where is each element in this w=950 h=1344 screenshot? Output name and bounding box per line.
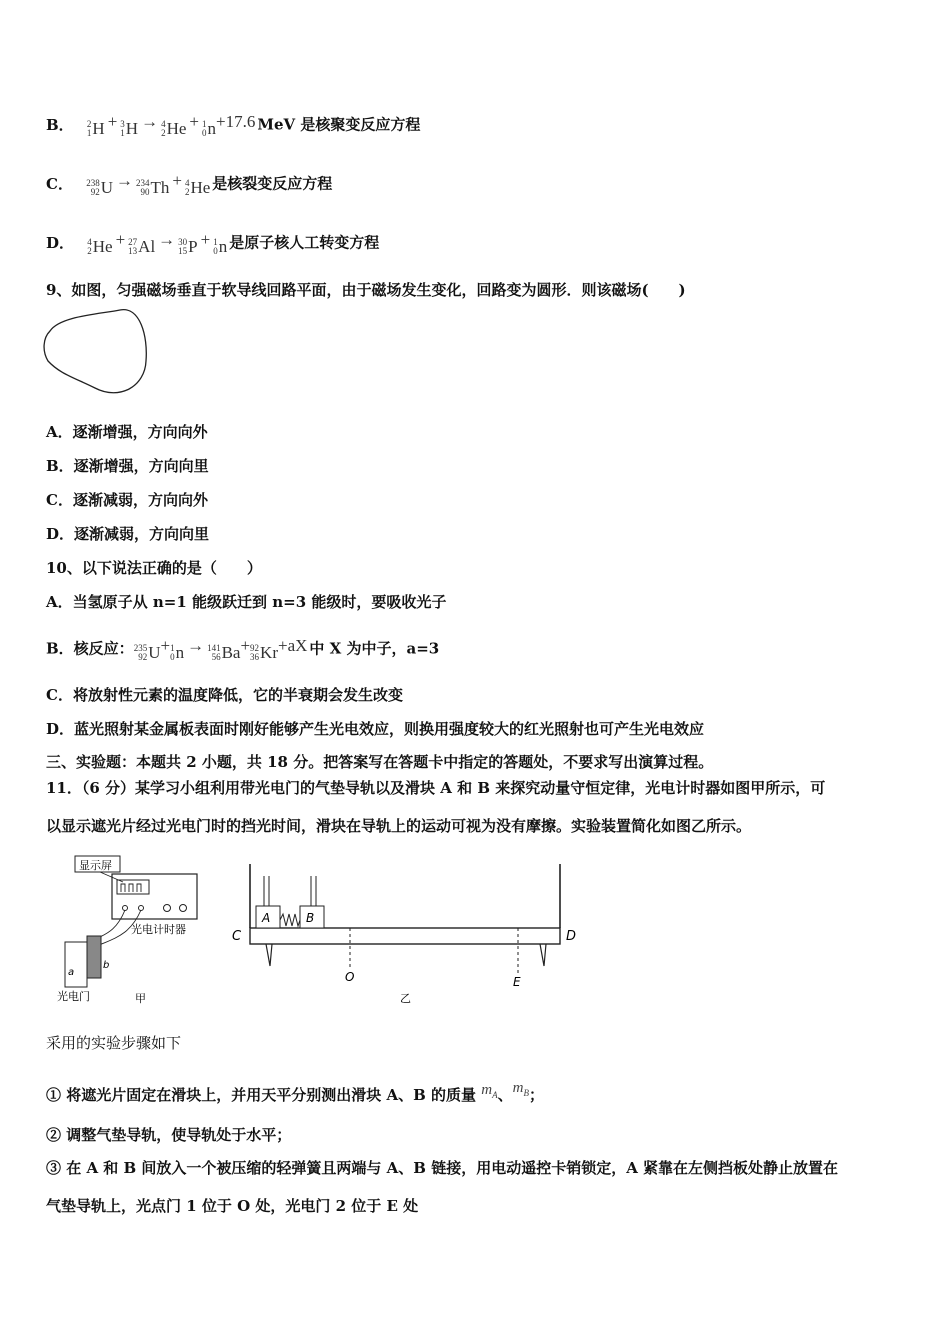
label-o: O	[345, 970, 355, 984]
transmutation-equation: 4 2 He + 27 13 Al → 30 15 P + 1 0 n	[87, 230, 228, 256]
caption-yi: 乙	[400, 992, 411, 1005]
gate-label: 光电门	[57, 990, 90, 1003]
fission-equation: 238 92 U → 234 90 Th + 4 2 He	[86, 171, 211, 197]
figure-jia	[55, 850, 205, 1010]
label-e: E	[513, 975, 521, 989]
option-8b	[46, 112, 420, 139]
option-text: 是核裂变反应方程	[212, 174, 333, 193]
option-8d	[46, 230, 379, 257]
steps-title: 采用的实验步骤如下	[46, 1034, 182, 1052]
option-label: B．	[46, 115, 74, 134]
mass-a: $m_A$	[481, 1082, 498, 1100]
point-a: a	[68, 967, 75, 978]
mass-b: $m_B$	[512, 1080, 529, 1098]
question-11-line1: 11．（6 分）某学习小组利用带光电门的气垫导轨以及滑块 A 和 B 来探究动量守恒定律，光电计时器如图甲所示，可	[46, 779, 826, 797]
gate-emitter	[87, 936, 101, 978]
question-9-stem: 9、如图，匀强磁场垂直于软导线回路平面，由于磁场发生变化，回路变为圆形．则该磁场( )	[46, 281, 686, 299]
option-text: 是原子核人工转变方程	[229, 233, 380, 252]
option-9a: A．逐渐增强，方向向外	[46, 423, 208, 441]
timer-label: 光电计时器	[131, 923, 186, 936]
option-suffix: 中 X 为中子，a=3	[309, 639, 440, 658]
reaction-equation: 235 92 U + 1 0 n → 141 56 Ba + 92 36 Kr +aX	[133, 636, 308, 662]
option-10b	[46, 636, 439, 663]
track-legs	[266, 944, 546, 966]
option-10a: A．当氢原子从 n=1 能级跃迁到 n=3 能级时，要吸收光子	[46, 593, 447, 611]
air-track	[250, 928, 560, 944]
label-c: C	[232, 929, 242, 944]
label-b: B	[306, 911, 315, 925]
option-text: MeV 是核聚变反应方程	[257, 115, 421, 134]
spring	[280, 914, 300, 926]
step-3-line1: ③ 在 A 和 B 间放入一个被压缩的轻弹簧且两端与 A、B 链接，用电动遥控卡销锁定，A 紧靠在左侧挡板处静止放置在	[46, 1159, 839, 1177]
step-1-text: ① 将遮光片固定在滑块上，并用天平分别测出滑块 A、B 的质量	[46, 1086, 476, 1104]
option-9c: C．逐渐减弱，方向向外	[46, 491, 208, 509]
step-2: ② 调整气垫导轨，使导轨处于水平；	[46, 1126, 292, 1144]
option-9d: D．逐渐减弱，方向向里	[46, 525, 210, 543]
screen-label: 显示屏	[79, 859, 112, 872]
question-11-line2: 以显示遮光片经过光电门时的挡光时间，滑块在导轨上的运动可视为没有摩擦。实验装置简化如图乙所示。	[46, 817, 752, 835]
question-10-stem: 10、以下说法正确的是（ ）	[46, 559, 262, 577]
gate-body	[65, 942, 87, 987]
option-prefix: B．核反应：	[46, 639, 134, 658]
step-1	[46, 1078, 544, 1105]
option-10c: C．将放射性元素的温度降低，它的半衰期会发生改变	[46, 686, 403, 704]
wire-loop-figure	[40, 306, 155, 401]
step-3-line2: 气垫导轨上，光点门 1 位于 O 处，光电门 2 位于 E 处	[46, 1197, 419, 1215]
option-label: D．	[46, 233, 75, 252]
step-1-end: ；	[528, 1086, 544, 1104]
figure-yi	[228, 856, 588, 1006]
label-a: A	[262, 911, 271, 925]
option-9b: B．逐渐增强，方向向里	[46, 457, 209, 475]
caption-jia: 甲	[135, 992, 146, 1005]
label-d: D	[566, 929, 577, 944]
option-label: C．	[46, 174, 73, 193]
section-3-heading: 三、实验题：本题共 2 小题，共 18 分。把答案写在答题卡中指定的答题处，不要求写出演算过程。	[46, 753, 714, 771]
option-8c	[46, 171, 332, 198]
point-b: b	[103, 960, 110, 971]
option-10d: D．蓝光照射某金属板表面时刚好能够产生光电效应，则换用强度较大的红光照射也可产生光电效应	[46, 720, 705, 738]
mass-separator: 、	[497, 1086, 513, 1104]
wire-loop	[44, 310, 146, 393]
fusion-equation: 2 1 H + 3 1 H → 4 2 He + 1 0 n +17.6	[86, 112, 256, 138]
